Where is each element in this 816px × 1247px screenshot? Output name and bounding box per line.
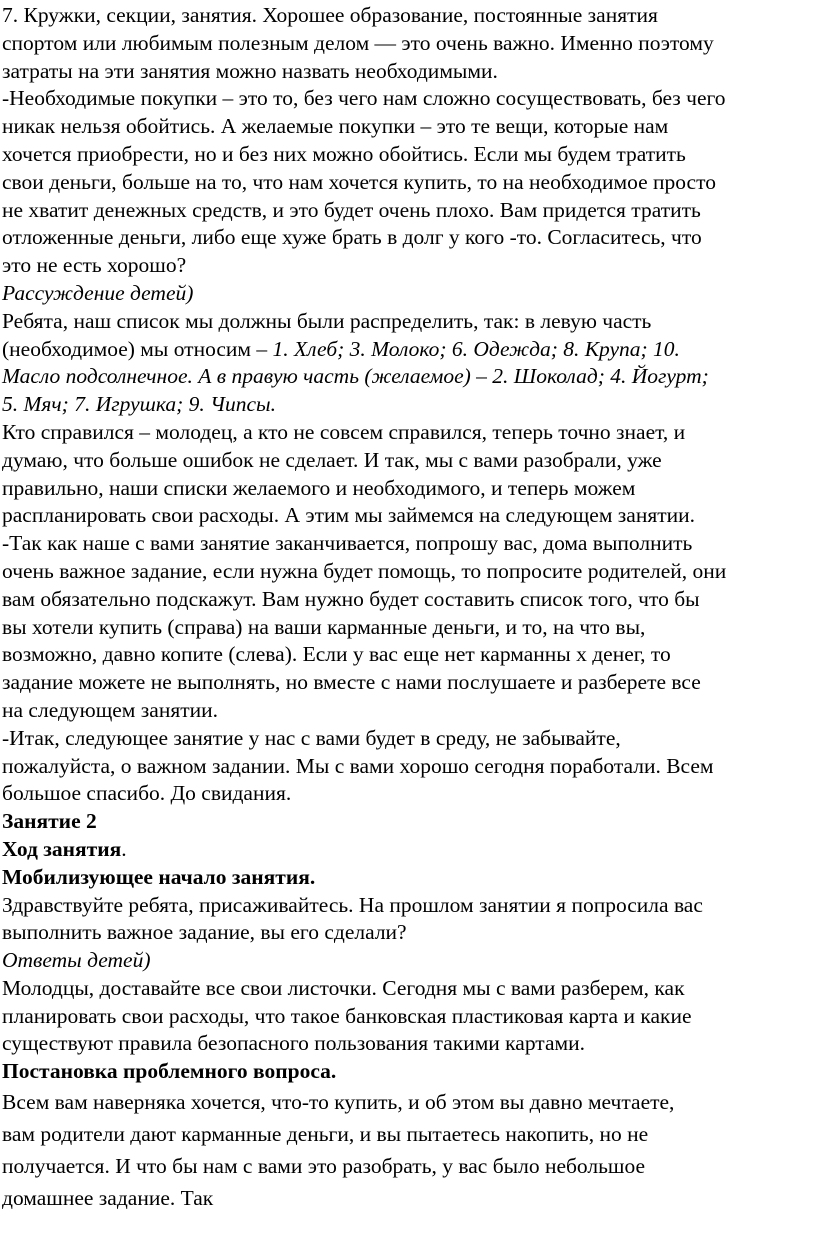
text-line	[0, 391, 816, 419]
text-segment: на следующем занятии.	[2, 697, 218, 722]
text-segment: задание можете не выполнять, но вместе с нами послушаете и разберете все	[2, 670, 701, 695]
text-segment: свои деньги, больше на то, что нам хочется купить, то на необходимое просто	[2, 169, 716, 194]
text-segment: спортом или любимым полезным делом — это очень важно. Именно поэтому	[2, 30, 714, 55]
text-line	[0, 336, 816, 364]
text-line	[0, 2, 816, 30]
text-line	[0, 753, 816, 781]
text-line	[0, 1118, 816, 1150]
text-line	[0, 919, 816, 947]
text-line	[0, 169, 816, 197]
text-segment: большое спасибо. До свидания.	[2, 781, 292, 806]
text-segment: Ответы детей)	[2, 948, 151, 973]
text-line	[0, 864, 816, 892]
text-segment: Масло подсолнечное. А в правую часть (желаемое) – 2. Шоколад; 4. Йогурт;	[2, 364, 709, 389]
text-line	[0, 1086, 816, 1118]
text-line	[0, 947, 816, 975]
text-segment: Постановка проблемного вопроса.	[2, 1059, 337, 1084]
text-line	[0, 586, 816, 614]
text-segment: Молодцы, доставайте все свои листочки. Сегодня мы с вами разберем, как	[2, 975, 685, 1000]
text-segment: хочется приобрести, но и без них можно обойтись. Если мы будем тратить	[2, 141, 686, 166]
text-segment: – 1. Хлеб; 3. Молоко; 6. Одежда; 8. Крупа; 10.	[251, 336, 680, 361]
text-segment: думаю, что больше ошибок не сделает. И так, мы с вами разобрали, уже	[2, 447, 662, 472]
text-segment: Мобилизующее начало занятия.	[2, 864, 316, 889]
text-line	[0, 85, 816, 113]
text-segment: Здравствуйте ребята, присаживайтесь. На прошлом занятии я попросила вас	[2, 892, 703, 917]
text-line	[0, 697, 816, 725]
text-segment: очень важное задание, если нужна будет помощь, то попросите родителей, они	[2, 558, 727, 583]
text-segment: отложенные деньги, либо еще хуже брать в долг у кого -то. Согласитесь, что	[2, 225, 702, 250]
text-segment: вы хотели купить (справа) на ваши карманные деньги, и то, на что вы,	[2, 614, 646, 639]
text-line	[0, 475, 816, 503]
text-segment: -Необходимые покупки – это то, без чего нам сложно сосуществовать, без чего	[2, 86, 726, 111]
text-segment: возможно, давно копите (слева). Если у вас еще нет карманны х денег, то	[2, 642, 671, 667]
text-segment: Ребята, наш список мы должны были распределить, так: в левую часть	[2, 308, 652, 333]
text-line	[0, 892, 816, 920]
text-line	[0, 725, 816, 753]
text-line	[0, 363, 816, 391]
text-line	[0, 1150, 816, 1182]
text-line	[0, 113, 816, 141]
text-segment: -Итак, следующее занятие у нас с вами будет в среду, не забывайте,	[2, 725, 621, 750]
text-segment: Занятие 2	[2, 809, 97, 834]
text-segment: Ход занятия	[2, 836, 122, 861]
text-line	[0, 558, 816, 586]
text-segment: затраты на эти занятия можно назвать необходимыми.	[2, 58, 498, 83]
text-segment: не хватит денежных средств, и это будет очень плохо. Вам придется тратить	[2, 197, 701, 222]
text-line	[0, 808, 816, 836]
text-segment: вам родители дают карманные деньги, и вы пытаетесь накопить, но не	[2, 1122, 649, 1147]
text-line	[0, 30, 816, 58]
text-line	[0, 224, 816, 252]
text-segment: распланировать свои расходы. А этим мы займемся на следующем занятии.	[2, 503, 696, 528]
text-line	[0, 141, 816, 169]
text-line	[0, 308, 816, 336]
text-segment: это не есть хорошо?	[2, 253, 187, 278]
text-line	[0, 1030, 816, 1058]
text-segment: Всем вам наверняка хочется, что-то купить, и об этом вы давно мечтаете,	[2, 1090, 675, 1115]
text-segment: домашнее задание. Так	[2, 1186, 214, 1211]
text-line	[0, 252, 816, 280]
text-line	[0, 502, 816, 530]
text-line	[0, 530, 816, 558]
text-segment: существуют правила безопасного пользования такими картами.	[2, 1031, 585, 1056]
text-segment: правильно, наши списки желаемого и необходимого, и теперь можем	[2, 475, 636, 500]
document-body	[0, 2, 816, 1214]
text-segment: получается. И что бы нам с вами это разобрать, у вас было небольшое	[2, 1154, 646, 1179]
text-segment: Кто справился – молодец, а кто не совсем справился, теперь точно знает, и	[2, 419, 686, 444]
text-segment: вам обязательно подскажут. Вам нужно будет составить список того, что бы	[2, 586, 700, 611]
text-segment: выполнить важное задание, вы его сделали?	[2, 920, 407, 945]
text-line	[0, 836, 816, 864]
text-line	[0, 280, 816, 308]
text-segment: .	[121, 836, 127, 861]
text-line	[0, 58, 816, 86]
text-line	[0, 975, 816, 1003]
text-segment: планировать свои расходы, что такое банковская пластиковая карта и какие	[2, 1003, 692, 1028]
text-line	[0, 197, 816, 225]
text-line	[0, 419, 816, 447]
text-line	[0, 1003, 816, 1031]
text-segment: 5. Мяч; 7. Игрушка; 9. Чипсы.	[2, 392, 276, 417]
text-line	[0, 1058, 816, 1086]
text-line	[0, 447, 816, 475]
text-segment: Рассуждение детей)	[2, 280, 194, 305]
text-segment: никак нельзя обойтись. А желаемые покупки – это те вещи, которые нам	[2, 114, 669, 139]
text-line	[0, 614, 816, 642]
text-segment: 7. Кружки, секции, занятия. Хорошее образование, постоянные занятия	[2, 3, 658, 27]
text-line	[0, 1182, 816, 1214]
text-segment: (необходимое) мы относим	[2, 336, 252, 361]
text-line	[0, 641, 816, 669]
text-line	[0, 669, 816, 697]
text-line	[0, 780, 816, 808]
text-segment: пожалуйста, о важном задании. Мы с вами хорошо сегодня поработали. Всем	[2, 753, 714, 778]
text-segment: -Так как наше с вами занятие заканчивается, попрошу вас, дома выполнить	[2, 531, 693, 556]
